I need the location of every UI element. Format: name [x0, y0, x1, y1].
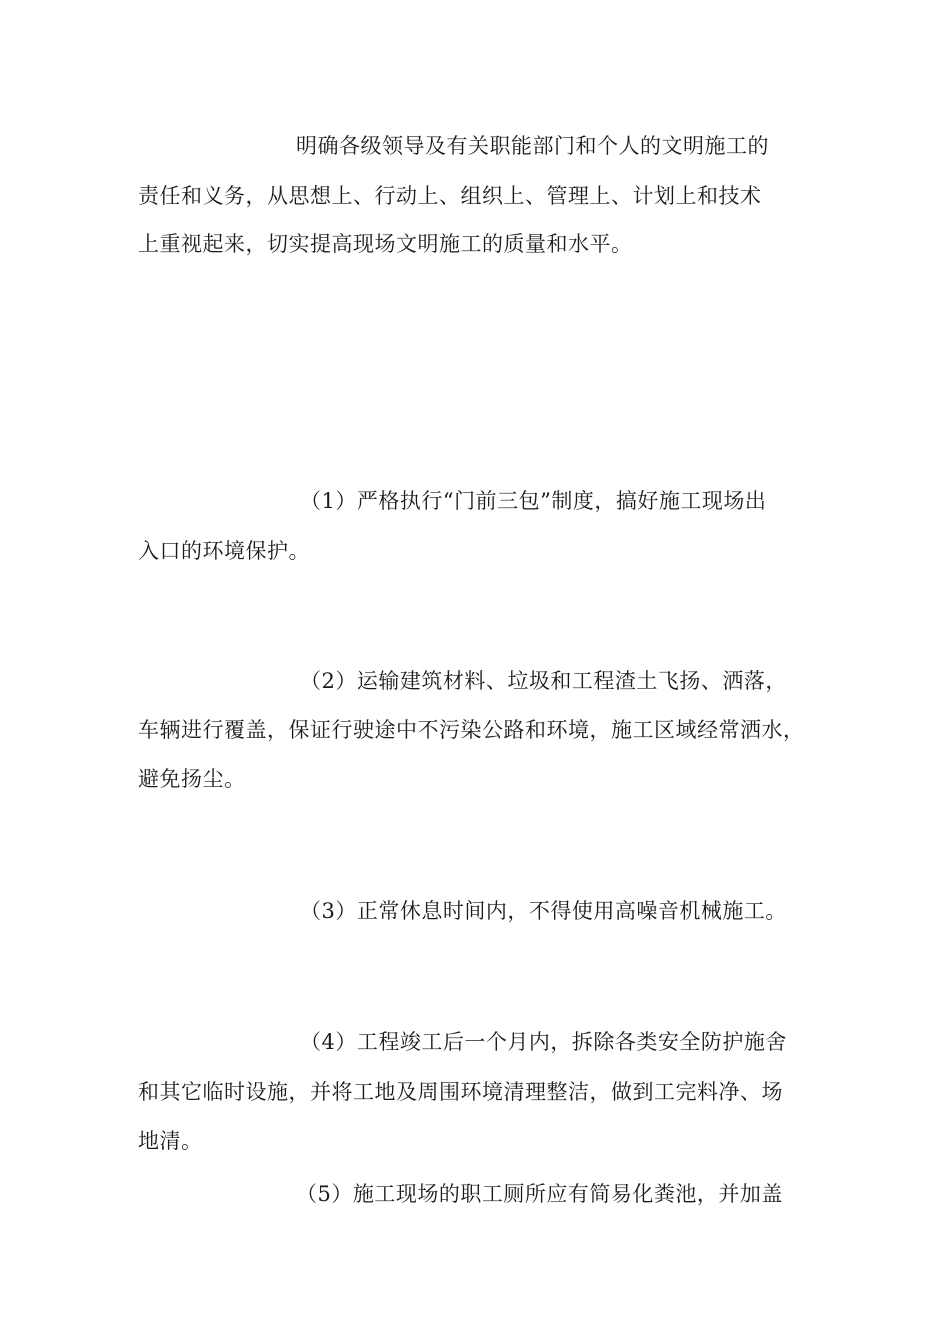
- item-4-line-3: 地清。: [138, 1129, 203, 1153]
- item-1-line-1: （1）严格执行“门前三包”制度，搞好施工现场出: [300, 489, 767, 513]
- paragraph-1-line-3: 上重视起来，切实提高现场文明施工的质量和水平。: [138, 232, 633, 256]
- item-4-line-1: （4）工程竣工后一个月内，拆除各类安全防护施舍: [300, 1030, 787, 1054]
- item-1-line-2: 入口的环境保护。: [138, 539, 310, 563]
- item-2-line-1: （2）运输建筑材料、垃圾和工程渣土飞扬、洒落，: [300, 669, 787, 693]
- paragraph-1-line-2: 责任和义务，从思想上、行动上、组织上、管理上、计划上和技术: [138, 184, 762, 208]
- item-2-line-3: 避免扬尘。: [138, 767, 246, 791]
- paragraph-1-line-1: 明确各级领导及有关职能部门和个人的文明施工的: [296, 134, 769, 158]
- item-2-line-2: 车辆进行覆盖，保证行驶途中不污染公路和环境，施工区域经常洒水，: [138, 718, 805, 742]
- item-5-line-1: （5）施工现场的职工厕所应有简易化粪池，并加盖: [296, 1182, 783, 1206]
- item-3-line-1: （3）正常休息时间内，不得使用高噪音机械施工。: [300, 899, 787, 923]
- item-4-line-2: 和其它临时设施，并将工地及周围环境清理整洁，做到工完料净、场: [138, 1080, 783, 1104]
